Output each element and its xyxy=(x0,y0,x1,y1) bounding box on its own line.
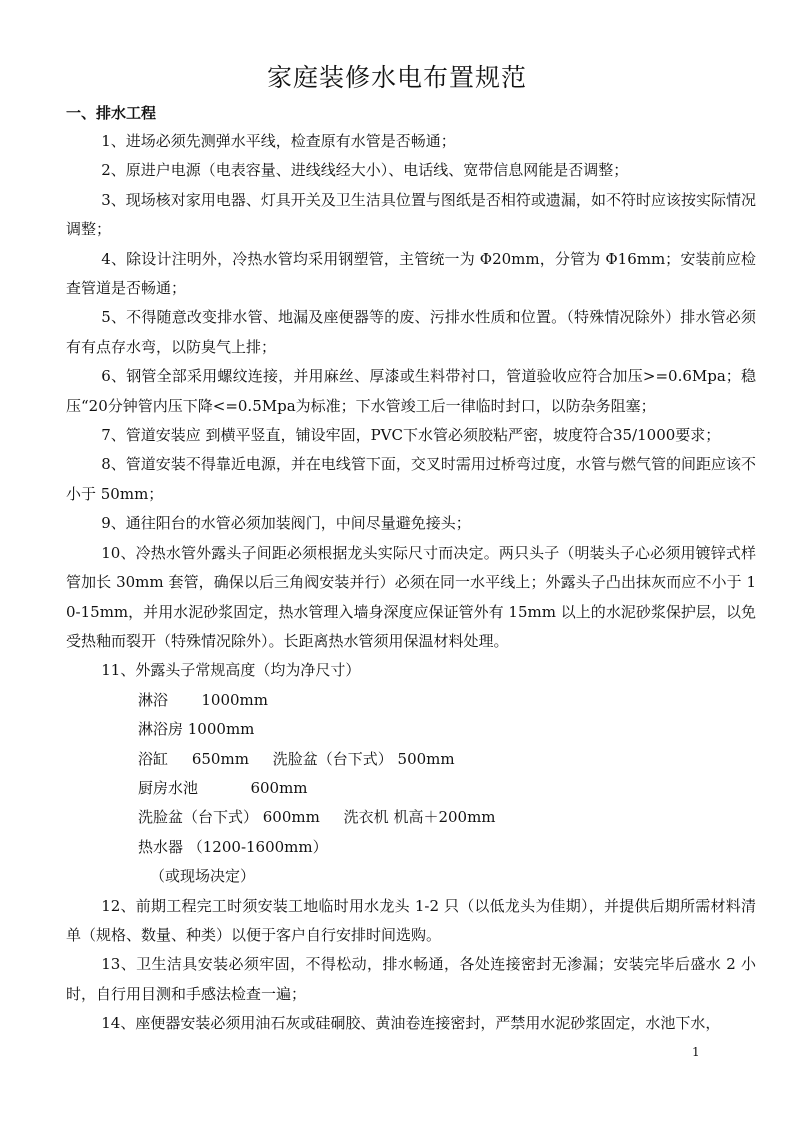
list-item: 洗脸盆（台下式） 600mm 洗衣机 机高＋200mm xyxy=(138,808,496,827)
paragraph: 13、卫生洁具安装必须牢固，不得松动，排水畅通，各处连接密封无渗漏；安装完毕后盛水 2 小时，自行用目测和手感法检查一遍； xyxy=(66,955,756,1003)
paragraph: 12、前期工程完工时须安装工地临时用水龙头 1-2 只（以低龙头为佳期），并提供后期所需材料清单（规格、数量、种类）以便于客户自行安排时间选购。 xyxy=(66,896,756,944)
paragraph: 9、通往阳台的水管必须加装阀门，中间尽量避免接头； xyxy=(101,514,471,533)
list-item: 浴缸 650mm 洗脸盆（台下式） 500mm xyxy=(138,749,455,768)
paragraph: 2、原进户电源（电表容量、进线线经大小）、电话线、宽带信息网能是否调整； xyxy=(101,161,629,180)
paragraph: 3、现场核对家用电器、灯具开关及卫生洁具位置与图纸是否相符或遗漏，如不符时应该按实际情况调整； xyxy=(66,190,756,239)
page-number: 1 xyxy=(692,1045,700,1059)
paragraph: 4、除设计注明外，冷热水管均采用钢塑管，主管统一为 Φ20mm，分管为 Φ16mm；安装前应检查管道是否畅通； xyxy=(66,249,756,298)
list-item: 淋浴 1000mm xyxy=(138,690,268,709)
section-heading: 一、排水工程 xyxy=(66,104,157,122)
page-title: 家庭装修水电布置规范 xyxy=(266,63,527,92)
paragraph: 10、冷热水管外露头子间距必须根据龙头实际尺寸而决定。两只头子（明装头子心必须用镀锌式样管加长 30mm 套管，确保以后三角阀安装并行）必须在同一水平线上；外露头子凸出抹灰而应不小于 10-15mm，并用水泥砂浆固定，热水管理入墙身深度应保证管外有 15mm 以上的水泥砂浆保护层，以免受热釉而裂开（特殊情况除外）。长距离热水管须用保温材料处理。 xyxy=(66,543,756,650)
list-item: 厨房水池 600mm xyxy=(138,778,308,797)
paragraph: 5、不得随意改变排水管、地漏及座便器等的废、污排水性质和位置。（特殊情况除外）排水管必须有有点存水弯，以防臭气上排； xyxy=(66,308,756,356)
document-body xyxy=(66,127,756,1039)
paragraph: 7、管道安装应 到横平竖直，铺设牢固，PVC下水管必须胶粘严密，坡度符合35/1000要求； xyxy=(101,426,721,445)
fixture-height-list xyxy=(66,686,756,892)
paragraph: 1、进场必须先测弹水平线，检查原有水管是否畅通； xyxy=(101,132,456,150)
list-item: 热水器 （1200-1600mm） xyxy=(138,837,328,856)
paragraph: 6、钢管全部采用螺纹连接，并用麻丝、厚漆或生料带衬口，管道验收应符合加压>=0.6Mpa；稳压“20分钟管内压下降<=0.5Mpa为标准；下水管竣工后一律临时封口，以防杂务阻塞； xyxy=(66,367,756,415)
paragraph: 14、座便器安装必须用油石灰或硅硐胶、黄油卷连接密封，严禁用水泥砂浆固定，水池下水， xyxy=(101,1014,721,1033)
paragraph: 11、外露头子常规高度（均为净尺寸） xyxy=(101,661,361,680)
list-item: 淋浴房 1000mm xyxy=(138,720,255,739)
list-note: （或现场决定） xyxy=(150,867,256,886)
paragraph: 8、管道安装不得靠近电源，并在电线管下面，交叉时需用过桥弯过度，水管与燃气管的间距应该不小于 50mm； xyxy=(66,455,756,503)
